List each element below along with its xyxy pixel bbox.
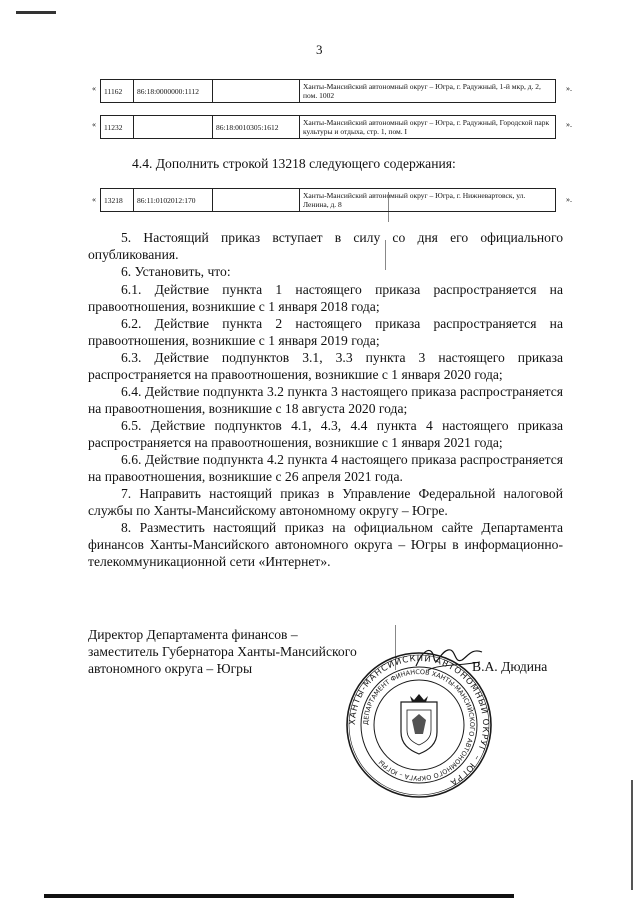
page-number: 3 [316, 42, 323, 57]
coat-of-arms-icon [401, 694, 437, 754]
section-4-4: 4.4. Дополнить строкой 13218 следующего содержания: [132, 156, 456, 171]
address-cell: Ханты-Мансийский автономный округ – Югра, г. Радужный, Городской парк культуры и отдыха, стр. 1, пом. I [300, 116, 556, 139]
quote-open: « [92, 120, 96, 129]
paragraph-8: 8. Разместить настоящий приказ на официальном сайте Департамента финансов Ханты-Мансийского автономного округа – Югры в информационно-телекоммуникационной сети «Интернет». [88, 520, 563, 569]
paragraph-6-3: 6.3. Действие подпунктов 3.1, 3.3 пункта 3 настоящего приказа распространяется на правоотношения, возникшие с 1 января 2020 года; [88, 350, 563, 382]
cadastral-number-2: 86:18:0010305:1612 [213, 116, 300, 139]
signatory-line: автономного округа – Югры [88, 661, 253, 676]
paragraph-6-6: 6.6. Действие подпункта 4.2 пункта 4 настоящего приказа распространяется на правоотношения, возникшие с 26 апреля 2021 года. [88, 452, 563, 484]
paragraph-6: 6. Установить, что: [121, 264, 231, 279]
signatory-title [88, 626, 357, 677]
paragraph-6-2: 6.2. Действие пункта 2 настоящего приказа распространяется на правоотношения, возникшие с 1 января 2019 года; [88, 316, 563, 348]
scan-edge [631, 780, 633, 890]
cadastral-number [134, 116, 213, 139]
cadastral-number-2 [213, 80, 300, 103]
official-stamp [344, 650, 494, 800]
table-row [100, 188, 556, 212]
signatory-name: В.А. Дюдина [472, 659, 548, 674]
stamp-inner-text: ДЕПАРТАМЕНТ ФИНАНСОВ ХАНТЫ-МАНСИЙСКОГО АВТОНОМНОГО ОКРУГА – ЮГРЫ [361, 667, 477, 783]
signatory-line: Директор Департамента финансов – [88, 627, 298, 642]
paragraph-6-5: 6.5. Действие подпунктов 4.1, 4.3, 4.4 пункта 4 настоящего приказа распространяется на правоотношения, возникшие с 1 января 2021 года; [88, 418, 563, 450]
cadastral-number-2 [213, 189, 300, 212]
stamp-outer-text: ХАНТЫ-МАНСИЙСКИЙ АВТОНОМНЫЙ ОКРУГ – ЮГРА [347, 653, 491, 788]
cadastral-number: 86:11:0102012:170 [134, 189, 213, 212]
table-row [100, 115, 556, 139]
quote-close: ». [566, 195, 572, 204]
signatory-line: заместитель Губернатора Ханты-Мансийского [88, 644, 357, 659]
table-row [100, 79, 556, 103]
row-number: 11232 [101, 116, 134, 139]
scan-edge [44, 894, 514, 898]
quote-close: ». [566, 120, 572, 129]
paragraph-6-4: 6.4. Действие подпункта 3.2 пункта 3 настоящего приказа распространяется на правоотношения, возникшие с 18 августа 2020 года; [88, 384, 563, 416]
paragraph-5: 5. Настоящий приказ вступает в силу со дня его официального опубликования. [88, 230, 563, 262]
row-number: 13218 [101, 189, 134, 212]
scan-mark [16, 11, 56, 14]
paragraph-6-1: 6.1. Действие пункта 1 настоящего приказа распространяется на правоотношения, возникшие с 1 января 2018 года; [88, 282, 563, 314]
address-cell: Ханты-Мансийский автономный округ – Югра, г. Нижневартовск, ул. Ленина, д. 8 [300, 189, 556, 212]
address-cell: Ханты-Мансийский автономный округ – Югра, г. Радужный, 1-й мкр, д. 2, пом. 1002 [300, 80, 556, 103]
row-number: 11162 [101, 80, 134, 103]
quote-close: ». [566, 84, 572, 93]
quote-open: « [92, 195, 96, 204]
quote-open: « [92, 84, 96, 93]
cadastral-number: 86:18:0000000:1112 [134, 80, 213, 103]
paragraph-7: 7. Направить настоящий приказ в Управление Федеральной налоговой службы по Ханты-Мансийскому автономному округу – Югре. [88, 486, 563, 518]
